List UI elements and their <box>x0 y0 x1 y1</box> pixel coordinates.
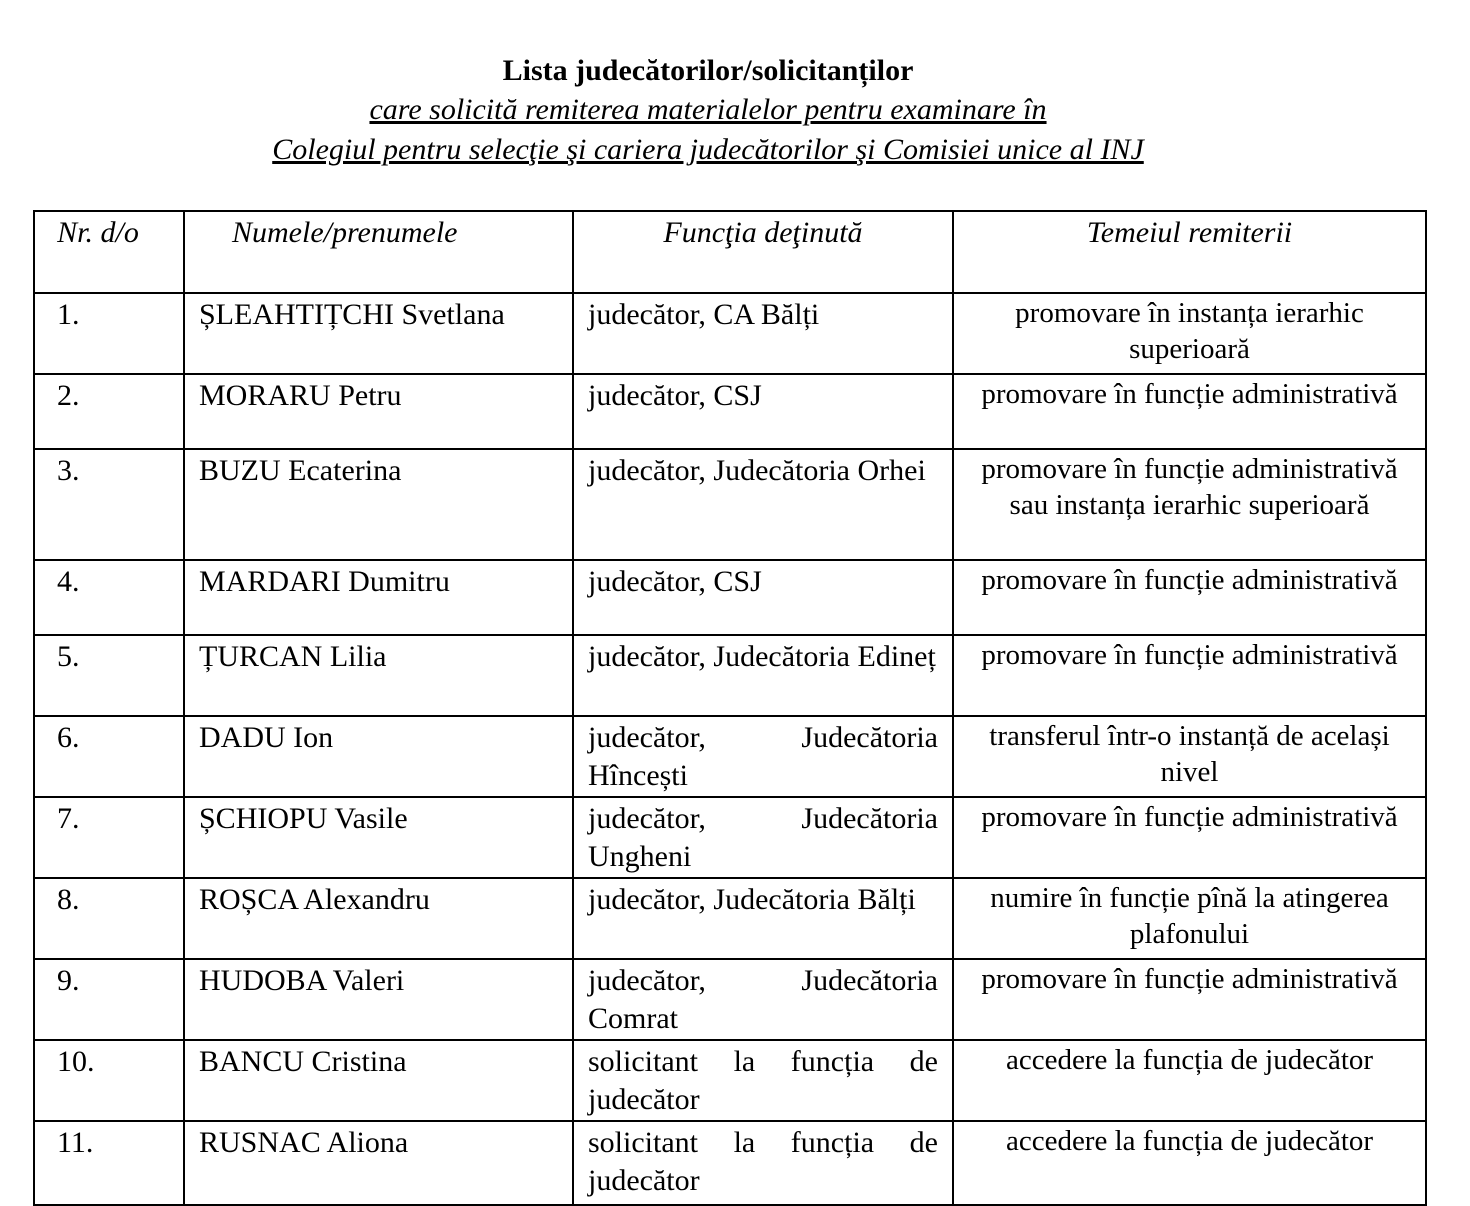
cell-nr: 10. <box>34 1040 184 1121</box>
document-subtitle-line1: care solicită remiterea materialelor pentru examinare în <box>369 93 1047 126</box>
cell-reason: promovare în instanța ierarhic superioară <box>953 293 1426 374</box>
table-header-row <box>34 211 1426 293</box>
cell-function: judecător, CA Bălți <box>573 293 953 374</box>
cell-reason: promovare în funcție administrativă <box>953 797 1426 878</box>
header-function: Funcţia deţinută <box>573 211 953 293</box>
header-nr: Nr. d/o <box>34 211 184 293</box>
cell-nr: 2. <box>34 374 184 449</box>
cell-reason: promovare în funcție administrativă <box>953 374 1426 449</box>
table-row <box>34 1121 1426 1205</box>
cell-name: RUSNAC Aliona <box>184 1121 573 1205</box>
cell-name: ȚURCAN Lilia <box>184 635 573 716</box>
cell-name: ȘLEAHTIȚCHI Svetlana <box>184 293 573 374</box>
cell-function: judecător, CSJ <box>573 560 953 635</box>
cell-name: ȘCHIOPU Vasile <box>184 797 573 878</box>
cell-reason: promovare în funcție administrativă <box>953 635 1426 716</box>
judges-table <box>33 210 1427 1206</box>
cell-function: judecător, Judecătoria Bălți <box>573 878 953 959</box>
cell-name: BUZU Ecaterina <box>184 449 573 560</box>
cell-name: DADU Ion <box>184 716 573 797</box>
table-row <box>34 878 1426 959</box>
cell-function: judecător, Judecătoria Edineț <box>573 635 953 716</box>
cell-name: MARDARI Dumitru <box>184 560 573 635</box>
cell-function: judecător, CSJ <box>573 374 953 449</box>
table-row <box>34 1040 1426 1121</box>
cell-nr: 7. <box>34 797 184 878</box>
table-row <box>34 449 1426 560</box>
table-row <box>34 635 1426 716</box>
cell-function: judecător, Judecătoria Comrat <box>573 959 953 1040</box>
table-row <box>34 797 1426 878</box>
cell-name: BANCU Cristina <box>184 1040 573 1121</box>
cell-nr: 8. <box>34 878 184 959</box>
cell-name: HUDOBA Valeri <box>184 959 573 1040</box>
table-row <box>34 374 1426 449</box>
header-reason: Temeiul remiterii <box>953 211 1426 293</box>
header-name: Numele/prenumele <box>184 211 573 293</box>
document-title: Lista judecătorilor/solicitanților <box>502 54 914 87</box>
cell-nr: 1. <box>34 293 184 374</box>
table-row <box>34 716 1426 797</box>
cell-nr: 6. <box>34 716 184 797</box>
cell-nr: 9. <box>34 959 184 1040</box>
cell-reason: promovare în funcție administrativă <box>953 959 1426 1040</box>
cell-reason: promovare în funcție administrativă <box>953 560 1426 635</box>
cell-nr: 11. <box>34 1121 184 1205</box>
cell-function: solicitant la funcția de judecător <box>573 1040 953 1121</box>
cell-nr: 4. <box>34 560 184 635</box>
cell-name: ROȘCA Alexandru <box>184 878 573 959</box>
cell-reason: transferul într-o instanță de același nivel <box>953 716 1426 797</box>
table-row <box>34 959 1426 1040</box>
table-row <box>34 560 1426 635</box>
document-header <box>0 52 1416 170</box>
cell-function: judecător, Judecătoria Hîncești <box>573 716 953 797</box>
cell-nr: 5. <box>34 635 184 716</box>
document-subtitle-line2: Colegiul pentru selecţie şi cariera judecătorilor şi Comisiei unice al INJ <box>272 133 1144 166</box>
cell-reason: accedere la funcția de judecător <box>953 1040 1426 1121</box>
cell-nr: 3. <box>34 449 184 560</box>
cell-reason: numire în funcție pînă la atingerea plafonului <box>953 878 1426 959</box>
cell-function: judecător, Judecătoria Ungheni <box>573 797 953 878</box>
cell-reason: accedere la funcția de judecător <box>953 1121 1426 1205</box>
cell-name: MORARU Petru <box>184 374 573 449</box>
cell-reason: promovare în funcție administrativă sau instanța ierarhic superioară <box>953 449 1426 560</box>
cell-function: solicitant la funcția de judecător <box>573 1121 953 1205</box>
cell-function: judecător, Judecătoria Orhei <box>573 449 953 560</box>
table-row <box>34 293 1426 374</box>
